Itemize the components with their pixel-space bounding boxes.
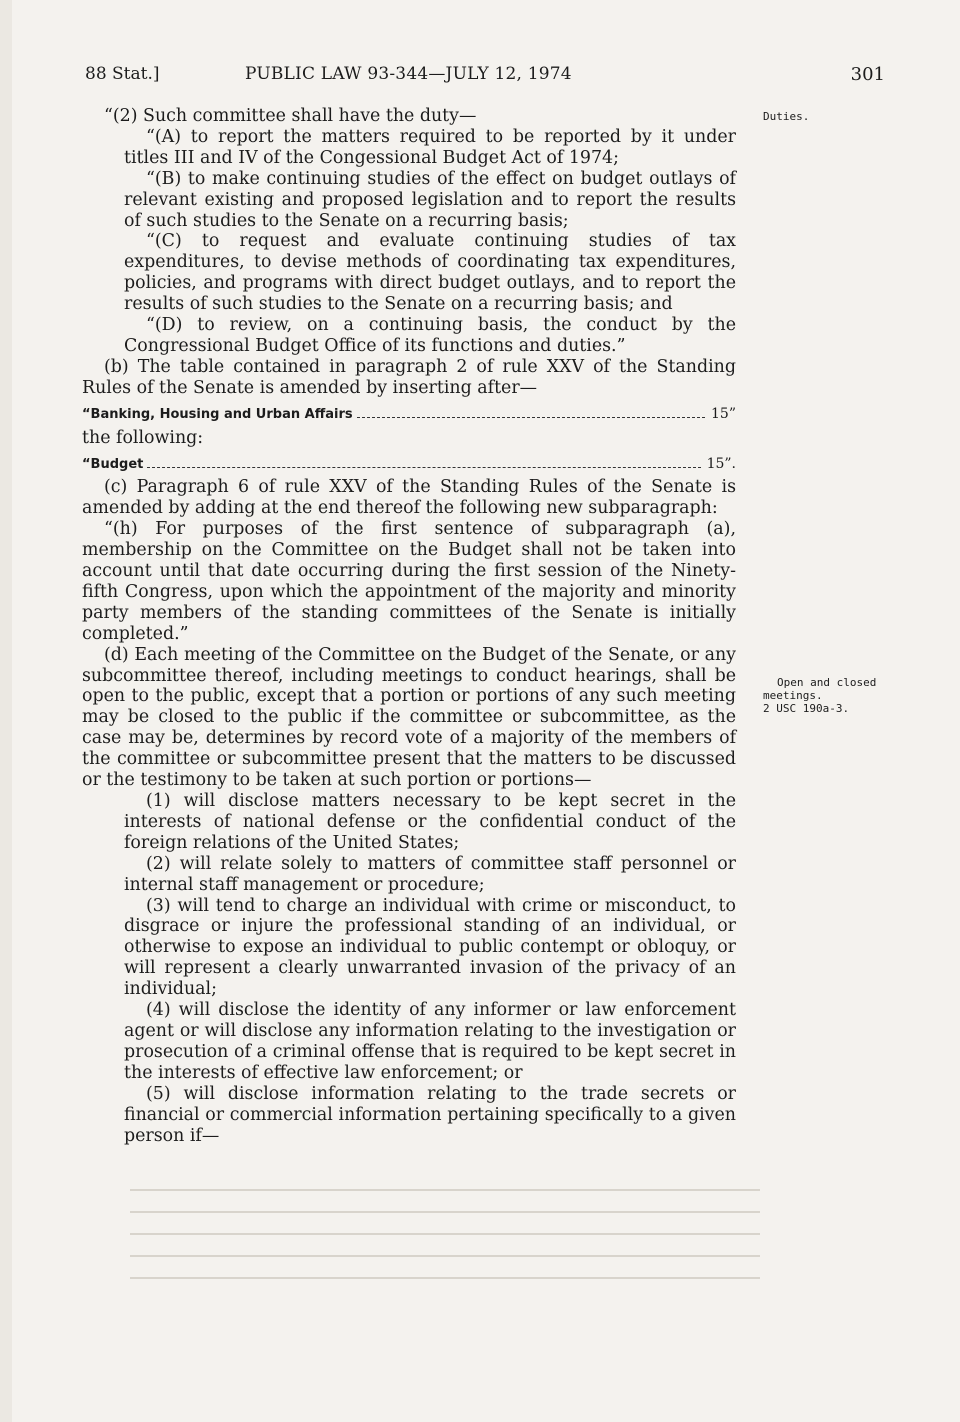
paragraph-2-B: “(B) to make continuing studies of the effect on budget outlays of relevant existing and proposed legislation and to report the results of such studies to the Senate on a recurring basis;	[124, 168, 736, 231]
paragraph-2-D: “(D) to review, on a continuing basis, the conduct by the Congressional Budget Office of its functions and duties.”	[124, 315, 736, 356]
table-row-banking	[82, 404, 736, 426]
paragraph-b: (b) The table contained in paragraph 2 of rule XXV of the Standing Rules of the Senate is amended by inserting after—	[82, 356, 736, 398]
paragraph-c: (c) Paragraph 6 of rule XXV of the Standing Rules of the Senate is amended by adding at the end thereof the following new subparagraph:	[82, 477, 736, 519]
paragraph-2-A: “(A) to report the matters required to be reported by it under titles III and IV of the Congessional Budget Act of 1974;	[124, 126, 736, 168]
paragraph-following: the following:	[82, 427, 204, 448]
page-header	[85, 64, 885, 94]
page-title: PUBLIC LAW 93-344—JULY 12, 1974	[245, 64, 572, 84]
paragraph-d-3: (3) will tend to charge an individual with crime or misconduct, to disgrace or injure the professional standing of an individual, or otherwise to expose an individual to public contempt or obloquy, or will represent a clearly unwarranted invasion of the privacy of an individual;	[124, 895, 736, 1000]
paragraph-d-4: (4) will disclose the identity of any informer or law enforcement agent or will disclose any information relating to the investigation or prosecution of a criminal offense that is required to be kept secret in the interests of effective law enforcement; or	[124, 1000, 736, 1083]
paragraph-2-duty: “(2) Such committee shall have the duty—	[104, 106, 477, 126]
margin-note-open-closed-line2: meetings.	[763, 689, 823, 702]
paragraph-h: “(h) For purposes of the first sentence of subparagraph (a), membership on the Committee on the Budget shall not be taken into account until that date occurring during the first session of the Ninety-fifth Congress, upon which the appointment of the majority and minority party members of the standing committees of the Senate is initially completed.”	[82, 519, 736, 644]
paragraph-d-1: (1) will disclose matters necessary to be kept secret in the interests of national defense or the confidential conduct of the foreign relations of the United States;	[124, 791, 736, 853]
paragraph-d: (d) Each meeting of the Committee on the Budget of the Senate, or any subcommittee thereof, including meetings to conduct hearings, shall be open to the public, except that a portion or portions of any such meeting may be closed to the public if the committee or subcommittee, as the case may be, determines by record vote of a majority of the members of the committee or subcommittee present that the matters to be discussed or the testimony to be taken at such portion or portions—	[82, 644, 736, 791]
table-row-label: “Banking, Housing and Urban Affairs	[82, 406, 353, 422]
paragraph-d-5: (5) will disclose information relating to the trade secrets or financial or commercial information pertaining specifically to a given person if—	[124, 1083, 736, 1146]
table-row-value: 15”	[711, 405, 736, 422]
margin-note-duties: Duties.	[763, 110, 810, 123]
page-number: 301	[850, 64, 885, 85]
margin-note-usc: 2 USC 190a-3.	[763, 702, 850, 715]
paragraph-d-2: (2) will relate solely to matters of committee staff personnel or internal staff management or procedure;	[124, 853, 736, 895]
table-row-label: “Budget	[82, 456, 144, 472]
leader-dots	[147, 467, 700, 468]
table-row-value: 15”.	[706, 455, 736, 472]
table-row-budget	[82, 454, 736, 476]
statute-reference: 88 Stat.]	[85, 64, 160, 84]
body-text	[82, 106, 736, 1146]
leader-dots	[357, 417, 705, 418]
paragraph-2-C: “(C) to request and evaluate continuing studies of tax expenditures, to devise methods of coordinating tax expenditures, policies, and programs with direct budget outlays, and to report the results of such studies to the Senate on a recurring basis; and	[124, 231, 736, 315]
margin-note-open-closed	[763, 676, 876, 715]
margin-note-open-closed-line1: Open and closed	[777, 676, 877, 689]
